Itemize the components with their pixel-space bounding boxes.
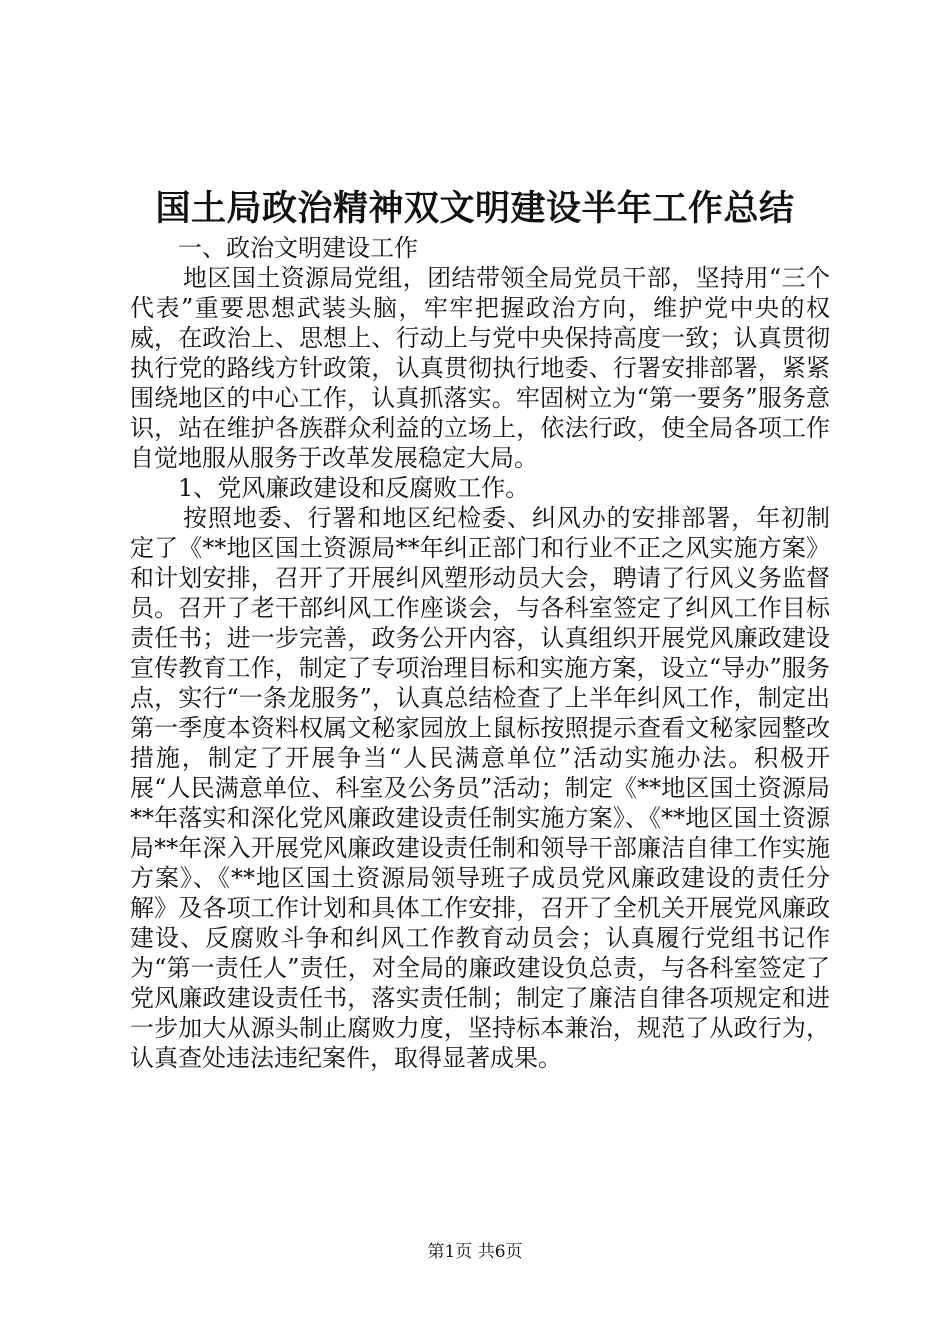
document-body — [130, 233, 830, 1073]
page-title: 国土局政治精神双文明建设半年工作总结 — [155, 189, 795, 229]
body-paragraph-2: 按照地委、行署和地区纪检委、纠风办的安排部署，年初制定了《**地区国土资源局**年纠正部门和行业不正之风实施方案》和计划安排，召开了开展纠风塑形动员大会，聘请了行风义务监督员。召开了老干部纠风工作座谈会，与各科室签定了纠风工作目标责任书；进一步完善，政务公开内容，认真组织开展党风廉政建设宣传教育工作，制定了专项治理目标和实施方案，设立“导办”服务点，实行“一条龙服务”，认真总结检查了上半年纠风工作，制定出第一季度本资料权属文秘家园放上鼠标按照提示查看文秘家园整改措施，制定了开展争当“人民满意单位”活动实施办法。积极开展“人民满意单位、科室及公务员”活动；制定《**地区国土资源局**年落实和深化党风廉政建设责任制实施方案》、《**地区国土资源局**年深入开展党风廉政建设责任制和领导干部廉洁自律工作实施方案》、《**地区国土资源局领导班子成员党风廉政建设的责任分解》及各项工作计划和具体工作安排，召开了全机关开展党风廉政建设、反腐败斗争和纠风工作教育动员会；认真履行党组书记作为“第一责任人”责任，对全局的廉政建设负总责，与各科室签定了党风廉政建设责任书，落实责任制；制定了廉洁自律各项规定和进一步加大从源头制止腐败力度，坚持标本兼治，规范了从政行为，认真查处违法违纪案件，取得显著成果。 — [130, 504, 830, 1072]
page-footer: 第1页 共6页 — [427, 1242, 523, 1262]
body-paragraph-1: 地区国土资源局党组，团结带领全局党员干部，坚持用“三个代表”重要思想武装头脑，牢牢把握政治方向，维护党中央的权威，在政治上、思想上、行动上与党中央保持高度一致；认真贯彻执行党的路线方针政策，认真贯彻执行地委、行署安排部署，紧紧围绕地区的中心工作，认真抓落实。牢固树立为“第一要务”服务意识，站在维护各族群众利益的立场上，依法行政，使全局各项工作自觉地服从服务于改革发展稳定大局。 — [130, 264, 830, 472]
sub-heading: 1、党风廉政建设和反腐败工作。 — [178, 474, 530, 502]
section-heading: 一、政治文明建设工作 — [178, 234, 418, 262]
